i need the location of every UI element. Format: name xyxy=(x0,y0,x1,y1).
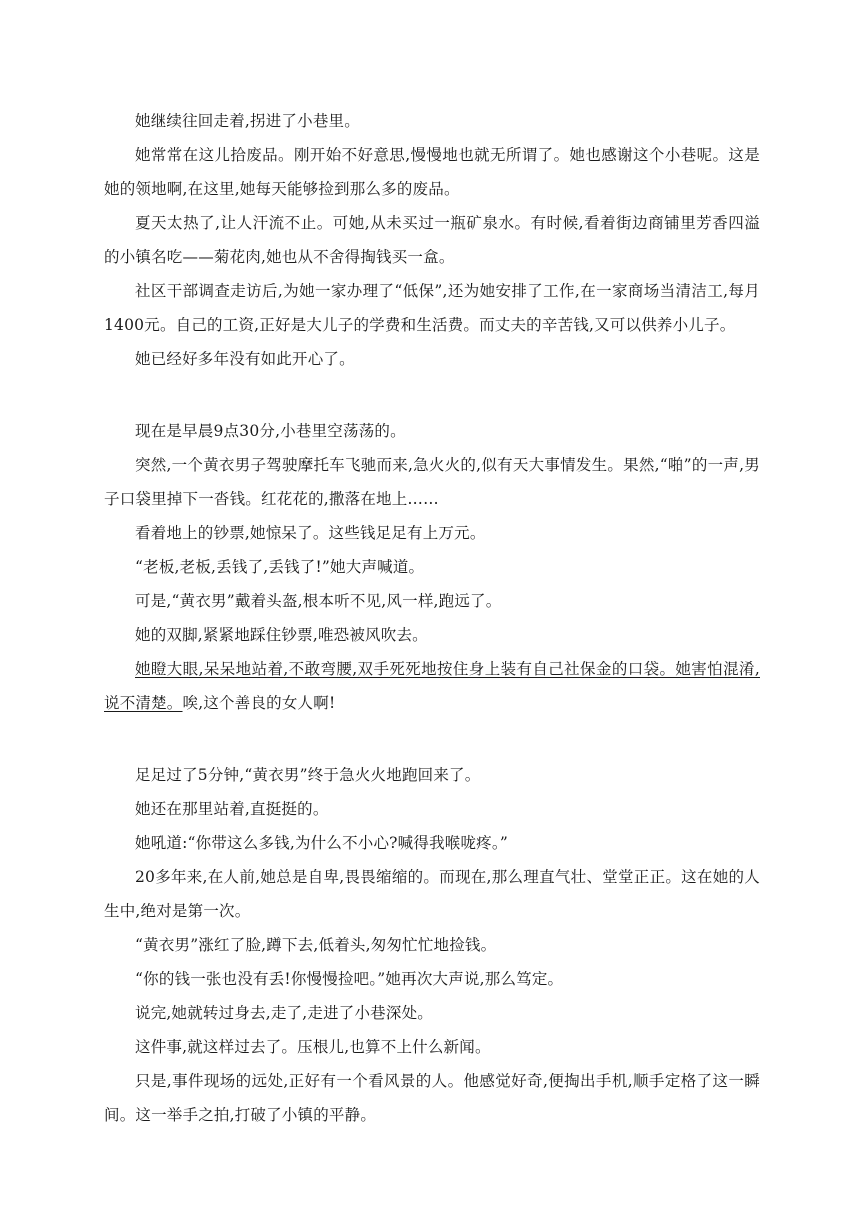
paragraph: 可是,“黄衣男”戴着头盔,根本听不见,风一样,跑远了。 xyxy=(135,592,502,610)
paragraph: 她常常在这儿拾废品。刚开始不好意思,慢慢地也就无所谓了。她也感谢这个小巷呢。这是她的领地啊,在这里,她每天能够捡到那么多的废品。 xyxy=(104,146,760,198)
paragraph-remainder: 唉,这个善良的女人啊! xyxy=(182,694,336,712)
paragraph: 她的双脚,紧紧地踩住钞票,唯恐被风吹去。 xyxy=(135,626,428,644)
paragraph: 她已经好多年没有如此开心了。 xyxy=(135,350,355,368)
section-break xyxy=(104,376,760,414)
paragraph: 夏天太热了,让人汗流不止。可她,从未买过一瓶矿泉水。有时候,看着街边商铺里芳香四溢的小镇名吃——菊花肉,她也从不舍得掏钱买一盒。 xyxy=(104,214,760,266)
paragraph: 说完,她就转过身去,走了,走进了小巷深处。 xyxy=(135,1004,433,1022)
paragraph: 只是,事件现场的远处,正好有一个看风景的人。他感觉好奇,便掏出手机,顺手定格了这一瞬间。这一举手之拍,打破了小镇的平静。 xyxy=(104,1072,760,1124)
paragraph: 她继续往回走着,拐进了小巷里。 xyxy=(135,112,360,130)
paragraph: 她吼道:“你带这么多钱,为什么不小心?喊得我喉咙疼。” xyxy=(135,834,508,852)
paragraph: 这件事,就这样过去了。压根儿,也算不上什么新闻。 xyxy=(135,1038,491,1056)
document-page xyxy=(104,104,760,1132)
section-break xyxy=(104,720,760,758)
section-1 xyxy=(104,104,760,376)
paragraph: 现在是早晨9点30分,小巷里空荡荡的。 xyxy=(135,422,406,440)
paragraph: “你的钱一张也没有丢!你慢慢捡吧。”她再次大声说,那么笃定。 xyxy=(135,970,564,988)
paragraph: 她还在那里站着,直挺挺的。 xyxy=(135,800,329,818)
paragraph: 突然,一个黄衣男子驾驶摩托车飞驰而来,急火火的,似有天大事情发生。果然,“啪”的一声,男子口袋里掉下一沓钱。红花花的,撒落在地上…… xyxy=(104,456,760,508)
paragraph: 看着地上的钞票,她惊呆了。这些钱足足有上万元。 xyxy=(135,524,486,542)
paragraph: 20多年来,在人前,她总是自卑,畏畏缩缩的。而现在,那么理直气壮、堂堂正正。这在她的人生中,绝对是第一次。 xyxy=(104,868,760,920)
section-3 xyxy=(104,758,760,1132)
paragraph: 足足过了5分钟,“黄衣男”终于急火火地跑回来了。 xyxy=(135,766,481,784)
paragraph-underlined-passage xyxy=(104,652,760,720)
paragraph: “老板,老板,丢钱了,丢钱了!”她大声喊道。 xyxy=(135,558,425,576)
paragraph: “黄衣男”涨红了脸,蹲下去,低着头,匆匆忙忙地捡钱。 xyxy=(135,936,497,954)
section-2 xyxy=(104,414,760,720)
paragraph: 社区干部调查走访后,为她一家办理了“低保”,还为她安排了工作,在一家商场当清洁工,每月1400元。自己的工资,正好是大儿子的学费和生活费。而丈夫的辛苦钱,又可以供养小儿子。 xyxy=(104,282,760,334)
underlined-text: 她瞪大眼,呆呆地站着,不敢弯腰,双手死死地按住身上装有自己社保金的口袋。她害怕混淆,说不清楚。 xyxy=(104,660,760,712)
